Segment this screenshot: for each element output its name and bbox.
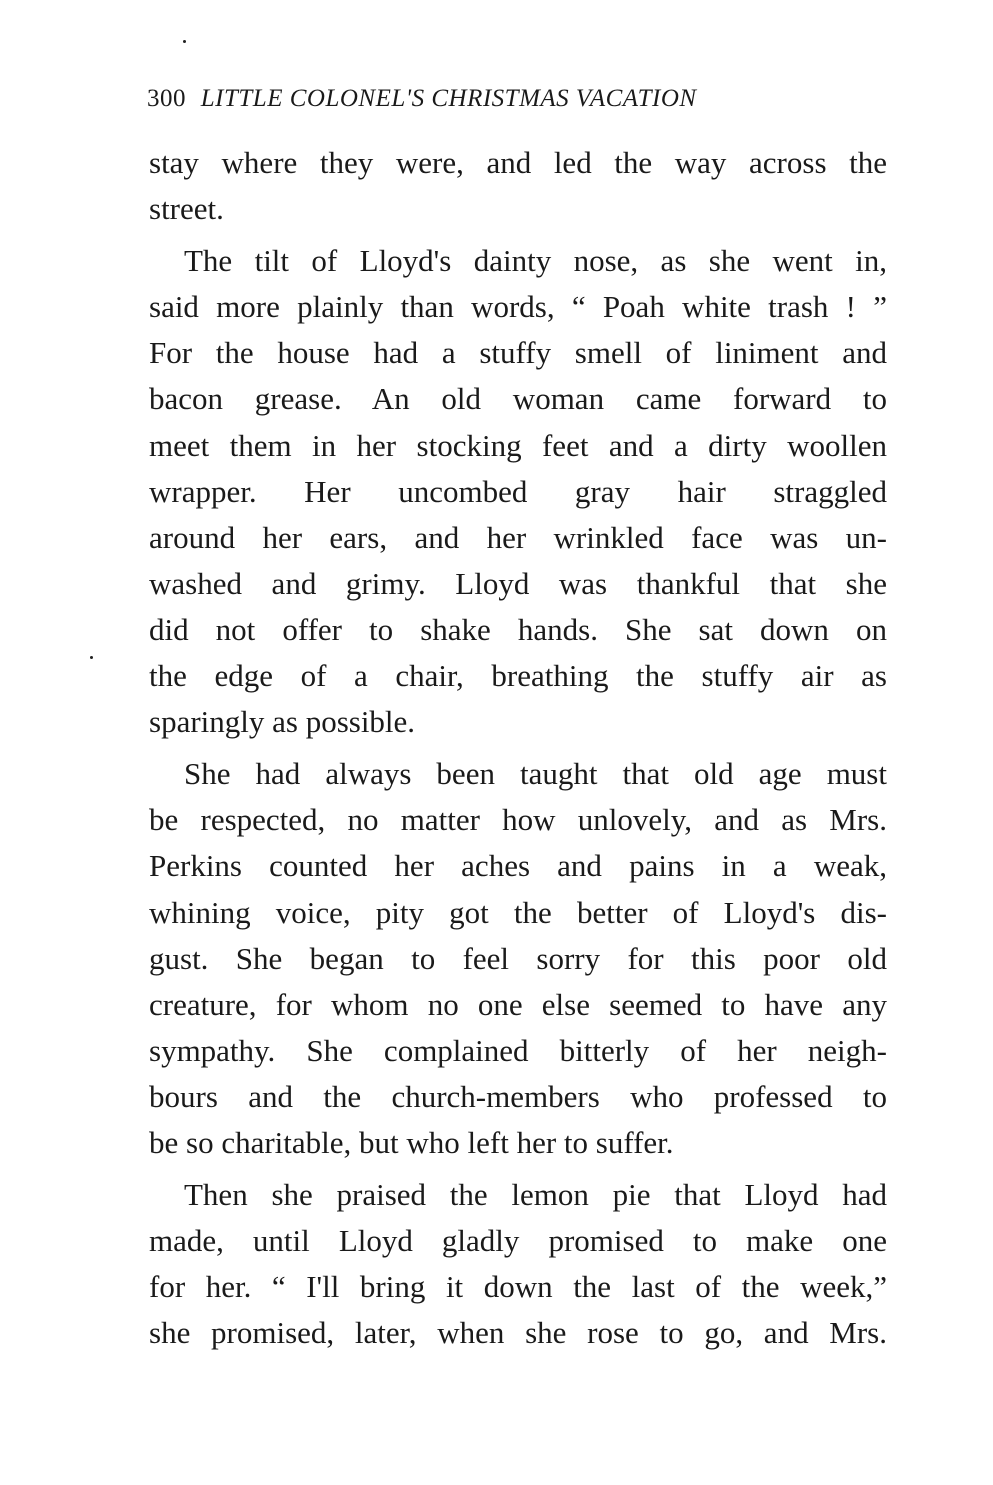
text-line: street.	[149, 191, 224, 227]
ink-speck-margin	[90, 656, 93, 659]
paragraph-2	[149, 238, 887, 745]
text-line: be so charitable, but who left her to suffer.	[149, 1124, 674, 1160]
text-line: be respected, no matter how unlovely, and as Mrs.	[149, 802, 887, 838]
text-line: Perkins counted her aches and pains in a weak,	[149, 848, 887, 884]
text-line: did not offer to shake hands. She sat down on	[149, 611, 887, 647]
text-line: bours and the church-members who professed to	[149, 1078, 887, 1114]
text-line: for her. “ I'll bring it down the last of the week,”	[149, 1269, 887, 1305]
text-line: gust. She began to feel sorry for this poor old	[149, 940, 887, 976]
text-line: washed and grimy. Lloyd was thankful that she	[149, 565, 887, 601]
text-line: stay where they were, and led the way across the	[149, 145, 887, 180]
text-line: she promised, later, when she rose to go, and Mrs.	[149, 1315, 887, 1351]
text-line: wrapper. Her uncombed gray hair straggled	[149, 473, 887, 509]
text-line: whining voice, pity got the better of Lloyd's dis-	[149, 894, 887, 930]
text-line: sparingly as possible.	[149, 704, 416, 740]
text-line: meet them in her stocking feet and a dirty woollen	[149, 427, 887, 463]
text-line: For the house had a stuffy smell of liniment and	[149, 335, 887, 371]
text-line: made, until Lloyd gladly promised to make one	[149, 1223, 887, 1259]
book-title: LITTLE COLONEL'S CHRISTMAS VACATION	[200, 85, 697, 112]
text-line: bacon grease. An old woman came forward to	[149, 381, 887, 417]
paragraph-4	[149, 1172, 887, 1356]
text-line: said more plainly than words, “ Poah white trash ! ”	[149, 289, 887, 325]
page-number: 300	[147, 85, 186, 112]
text-line: sympathy. She complained bitterly of her neigh-	[149, 1032, 887, 1068]
text-line: She had always been taught that old age must	[184, 756, 887, 792]
text-line: around her ears, and her wrinkled face was un-	[149, 519, 887, 555]
paragraph-1	[149, 140, 887, 232]
ink-speck-top	[183, 40, 186, 43]
text-line: The tilt of Lloyd's dainty nose, as she went in,	[184, 243, 887, 279]
running-head	[147, 84, 887, 114]
paragraph-3	[149, 751, 887, 1166]
text-line: Then she praised the lemon pie that Lloyd had	[184, 1177, 887, 1213]
text-line: creature, for whom no one else seemed to have any	[149, 986, 887, 1022]
text-line: the edge of a chair, breathing the stuffy air as	[149, 658, 887, 694]
body-text	[149, 140, 887, 1356]
